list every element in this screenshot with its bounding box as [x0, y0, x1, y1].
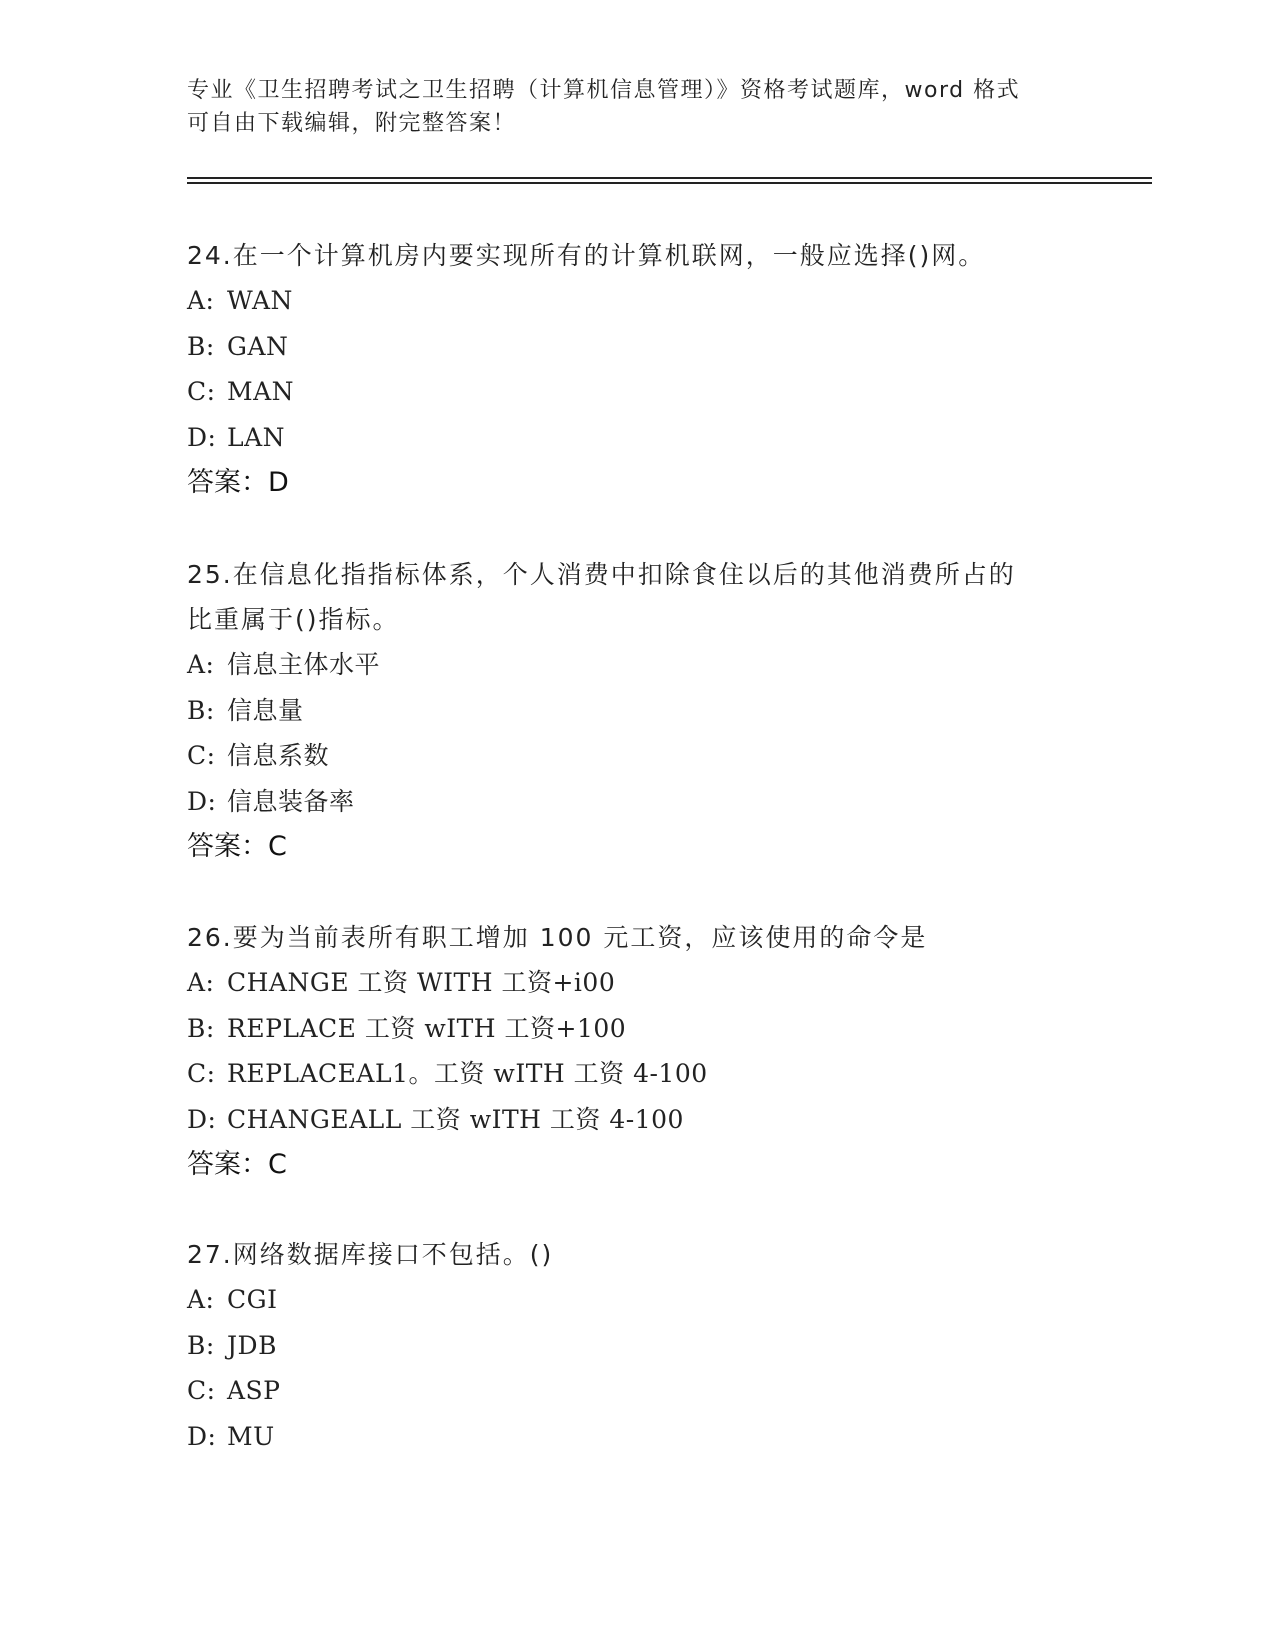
- answer-text: 答案：C: [187, 831, 287, 862]
- option-d: [187, 1097, 1087, 1143]
- option-value: MU: [227, 1421, 275, 1451]
- option-key: B:: [187, 695, 215, 725]
- question-text: 27.网络数据库接口不包括。(): [187, 1240, 554, 1269]
- option-value: CHANGE 工资 WITH 工资+i00: [227, 968, 616, 997]
- document-header: [187, 74, 1067, 140]
- option-key: D:: [187, 1421, 217, 1451]
- option-value: CHANGEALL 工资 wITH 工资 4-100: [227, 1104, 684, 1134]
- option-key: C:: [187, 1376, 216, 1405]
- option-c: [187, 1051, 1087, 1097]
- question-text: 26.要为当前表所有职工增加 100 元工资，应该使用的命令是: [187, 923, 928, 952]
- option-key: A:: [187, 1285, 215, 1314]
- option-value: REPLACEAL1。工资 wITH 工资 4-100: [227, 1059, 708, 1088]
- option-d: [187, 779, 1087, 825]
- option-c: [187, 369, 1087, 415]
- option-value: CGI: [227, 1285, 278, 1314]
- option-value: 信息系数: [227, 741, 330, 770]
- header-line-1: 专业《卫生招聘考试之卫生招聘（计算机信息管理）》资格考试题库，word 格式: [187, 78, 1021, 103]
- option-key: B:: [187, 331, 215, 361]
- header-line-2: 可自由下载编辑，附完整答案！: [187, 111, 517, 136]
- option-key: A:: [187, 650, 215, 679]
- question-text-line-1: 25.在信息化指指标体系，个人消费中扣除食住以后的其他消费所占的: [187, 560, 1016, 589]
- option-value: 信息装备率: [227, 786, 355, 816]
- option-key: B:: [187, 1330, 215, 1360]
- option-key: C:: [187, 377, 216, 406]
- option-key: D:: [187, 422, 217, 452]
- option-d: [187, 415, 1087, 461]
- option-key: A:: [187, 968, 215, 997]
- question-24: [187, 233, 1087, 505]
- header-divider-bottom: [187, 182, 1152, 184]
- option-value: REPLACE 工资 wITH 工资+100: [227, 1013, 627, 1043]
- option-key: A:: [187, 286, 215, 315]
- option-value: ASP: [227, 1376, 281, 1405]
- option-b: [187, 688, 1087, 734]
- option-b: [187, 324, 1087, 370]
- header-divider-top: [187, 177, 1152, 179]
- option-a: [187, 278, 1087, 324]
- option-value: GAN: [227, 331, 289, 361]
- option-a: [187, 642, 1087, 688]
- option-value: MAN: [227, 377, 295, 406]
- option-a: [187, 960, 1087, 1006]
- answer-text: 答案：D: [187, 467, 289, 498]
- option-c: [187, 733, 1087, 779]
- option-key: B:: [187, 1013, 215, 1043]
- option-value: LAN: [227, 422, 286, 452]
- question-text-line-2: 比重属于()指标。: [187, 605, 400, 634]
- option-value: WAN: [227, 286, 293, 315]
- option-value: 信息量: [227, 695, 304, 725]
- option-key: D:: [187, 786, 217, 816]
- question-25: [187, 552, 1087, 869]
- answer-text: 答案：C: [187, 1149, 287, 1180]
- question-26: [187, 915, 1087, 1187]
- question-27: [187, 1232, 1087, 1459]
- option-a: [187, 1277, 1087, 1323]
- option-b: [187, 1323, 1087, 1369]
- option-key: C:: [187, 1059, 216, 1088]
- option-d: [187, 1414, 1087, 1460]
- option-b: [187, 1006, 1087, 1052]
- option-value: 信息主体水平: [227, 650, 381, 679]
- option-key: D:: [187, 1104, 217, 1134]
- option-c: [187, 1368, 1087, 1414]
- option-value: JDB: [227, 1330, 277, 1360]
- option-key: C:: [187, 741, 216, 770]
- question-text: 24.在一个计算机房内要实现所有的计算机联网，一般应选择()网。: [187, 241, 986, 270]
